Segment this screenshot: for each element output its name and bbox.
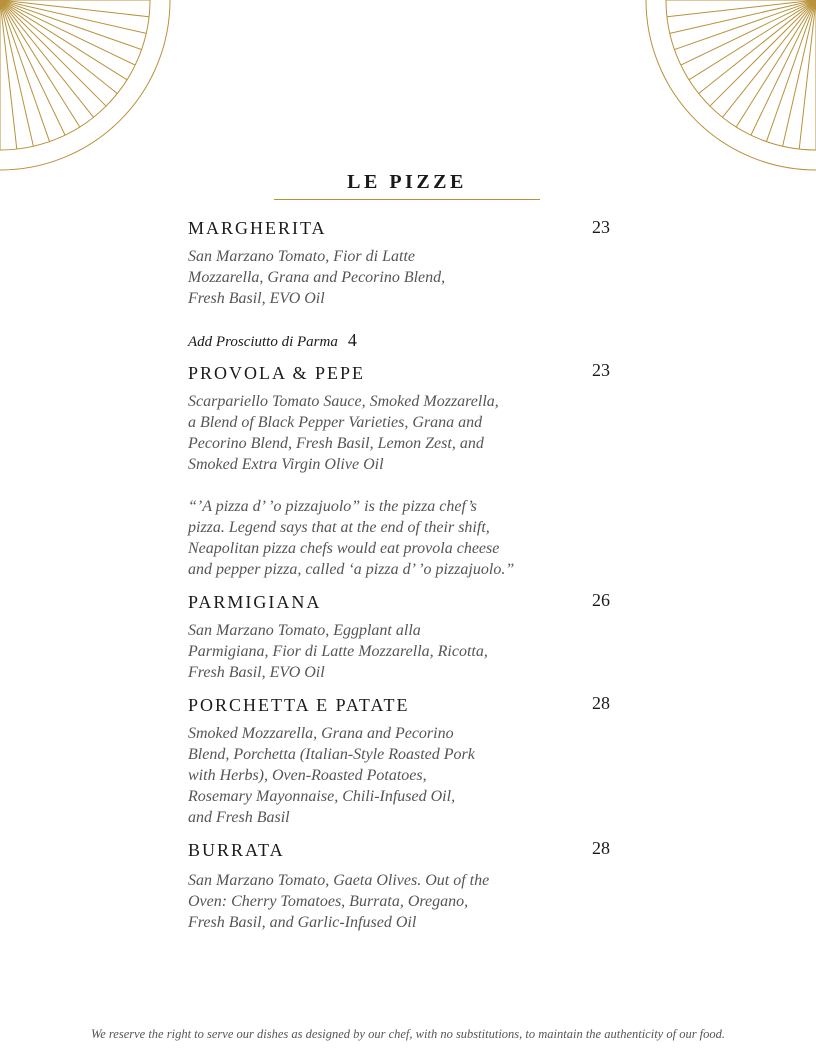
- item-description-margherita: San Marzano Tomato, Fior di Latte Mozzarella, Grana and Pecorino Blend, Fresh Basil, EVO Oil: [188, 248, 446, 307]
- addon-label: Add Prosciutto di Parma: [188, 334, 338, 350]
- item-price-burrata: 28: [592, 838, 610, 858]
- addon-prosciutto: [188, 330, 357, 351]
- addon-price: 4: [347, 330, 357, 350]
- corner-fan-right-icon: [644, 0, 816, 172]
- item-description-porchetta-patate: Smoked Mozzarella, Grana and Pecorino Blend, Porchetta (Italian-Style Roasted Pork with Herbs), Oven-Roasted Potatoes, Rosemary Mayonnaise, Chili-Infused Oil, and Fresh Basil: [188, 725, 475, 826]
- item-name-provola-pepe: PROVOLA & PEPE: [188, 363, 366, 383]
- title-divider: [274, 199, 540, 200]
- corner-fan-left-icon: [0, 0, 172, 172]
- item-name-margherita: MARGHERITA: [188, 218, 327, 238]
- footer-disclaimer: We reserve the right to serve our dishes as designed by our chef, with no substitutions, to maintain the authenticity of our food.: [90, 1027, 726, 1041]
- item-price-porchetta-patate: 28: [592, 693, 610, 713]
- item-note-provola-pepe: “’A pizza d’ ’o pizzajuolo” is the pizza chef’s pizza. Legend says that at the end of their shift, Neapolitan pizza chefs would eat provola cheese and pepper pizza, called ‘a pizza d’ ’o pizzajuolo.”: [188, 498, 515, 578]
- item-name-parmigiana: PARMIGIANA: [188, 592, 322, 612]
- item-description-parmigiana: San Marzano Tomato, Eggplant alla Parmigiana, Fior di Latte Mozzarella, Ricotta, Fresh Basil, EVO Oil: [188, 622, 488, 681]
- item-price-parmigiana: 26: [592, 590, 610, 610]
- section-title: LE PIZZE: [347, 171, 467, 193]
- item-description-provola-pepe: Scarpariello Tomato Sauce, Smoked Mozzarella, a Blend of Black Pepper Varieties, Grana and Pecorino Blend, Fresh Basil, Lemon Zest, and Smoked Extra Virgin Olive Oil: [188, 393, 499, 473]
- item-description-burrata: San Marzano Tomato, Gaeta Olives. Out of the Oven: Cherry Tomatoes, Burrata, Oregano, Fresh Basil, and Garlic-Infused Oil: [188, 872, 490, 931]
- item-price-margherita: 23: [592, 217, 610, 237]
- item-name-porchetta-patate: PORCHETTA E PATATE: [188, 695, 410, 715]
- item-name-burrata: BURRATA: [188, 840, 285, 860]
- item-price-provola-pepe: 23: [592, 360, 610, 380]
